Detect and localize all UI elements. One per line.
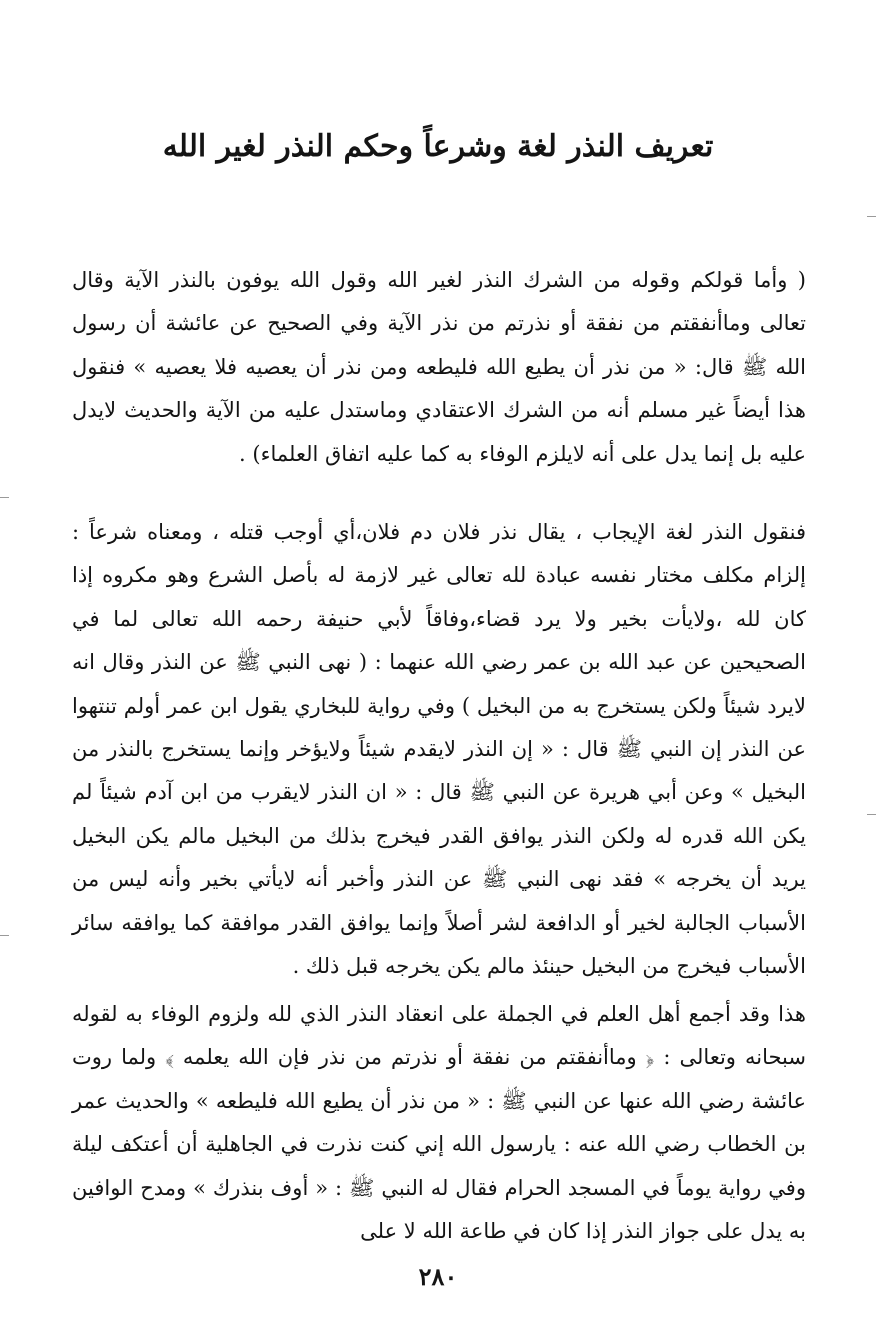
paragraph-consensus: هذا وقد أجمع أهل العلم في الجملة على انعقاد النذر الذي لله ولزوم الوفاء به لقوله سبحانه وتعالى : ﴿ وماأنفقتم من نفقة أو نذرتم من نذر فإن الله يعلمه ﴾ ولما روت عائشة رضي الله عنها عن النبي ﷺ : « من نذر أن يطيع الله فليطعه » والحديث عمر بن الخطاب رضي الله عنه : يارسول الله إني كنت نذرت في الجاهلية أن أعتكف ليلة وفي رواية يوماً في المسجد الحرام فقال له النبي ﷺ : « أوف بنذرك » ومدح الوافين به يدل على جواز النذر إذا كان في طاعة الله لا على [72, 1002, 806, 1244]
paragraph-objection: ( وأما قولكم وقوله من الشرك النذر لغير الله وقول الله يوفون بالنذر الآية وقال تعالى وماأنفقتم من نفقة أو نذرتم من نذر الآية وفي الصحيح عن عائشة أن رسول الله ﷺ قال: « من نذر أن يطيع الله فليطعه ومن نذر أن يعصيه فلا يعصيه » فنقول هذا أيضاً غير مسلم أنه من الشرك الاعتقادي وماستدل عليه من الآية والحديث لايدل عليه بل إنما يدل على أنه لايلزم الوفاء به كما عليه اتفاق العلماء) . [72, 268, 806, 466]
page-title: تعريف النذر لغة وشرعاً وحكم النذر لغير الله [162, 129, 714, 164]
scan-edge-mark [867, 814, 876, 815]
paragraph-definition: فنقول النذر لغة الإيجاب ، يقال نذر فلان دم فلان،أي أوجب قتله ، ومعناه شرعاً : إلزام مكلف مختار نفسه عبادة لله تعالى غير لازمة له بأصل الشرع وهو مكروه إذا كان لله ،ولايأت بخير ولا يرد قضاء،وفاقاً لأبي حنيفة رحمه الله تعالى لما في الصحيحين عن عبد الله بن عمر رضي الله عنهما : ( نهى النبي ﷺ عن النذر وقال انه لايرد شيئاً ولكن يستخرج به من البخيل ) وفي رواية للبخاري يقول ابن عمر أولم تنتهوا عن النذر إن النبي ﷺ قال : « إن النذر لايقدم شيئاً ولايؤخر وإنما يستخرج بالنذر من البخيل » وعن أبي هريرة عن النبي ﷺ قال : « ان النذر لايقرب من ابن آدم شيئاً لم يكن الله قدره له ولكن النذر يوافق القدر فيخرج بذلك من البخيل مالم يكن البخيل يريد أن يخرجه » فقد نهى النبي ﷺ عن النذر وأخبر أنه لايأتي بخير وأنه ليس من الأسباب الجالبة لخير أو الدافعة لشر أصلاً وإنما يوافق القدر موافقة كما يوافقه سائر الأسباب فيخرج من البخيل حينئذ مالم يكن يخرجه قبل ذلك . [72, 520, 806, 979]
scan-edge-mark [867, 216, 876, 217]
page-number: ٢٨٠ [418, 1262, 458, 1291]
scan-edge-mark [0, 497, 9, 498]
scan-edge-mark [0, 935, 9, 936]
